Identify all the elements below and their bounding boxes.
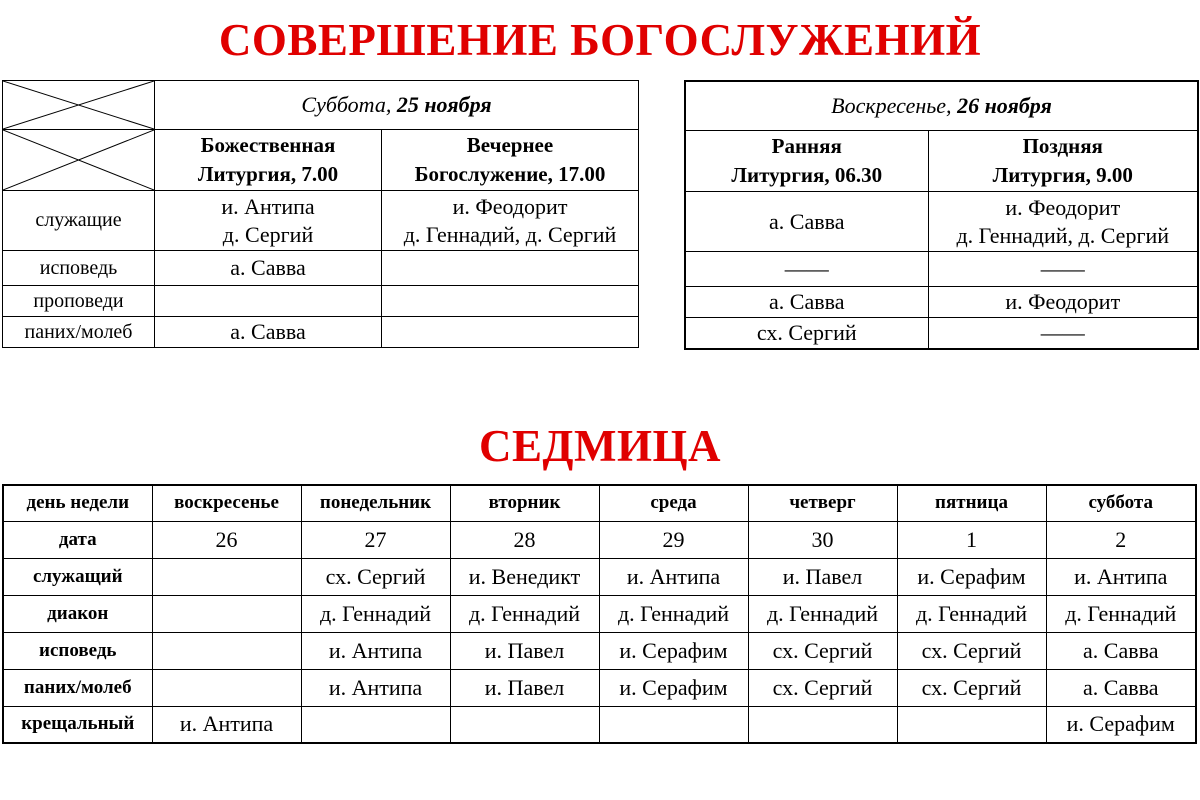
schedule-cell [301,706,450,743]
schedule-cell: и. Антипа д. Сергий [155,191,382,251]
date-cell: 26 [152,521,301,558]
schedule-cell: сх. Сергий [897,632,1046,669]
saturday-schedule-table [2,80,639,348]
date-cell: 2 [1046,521,1196,558]
service-name: Вечернее [466,133,554,157]
schedule-cell: и. Феодорит [928,287,1198,318]
schedule-cell [152,669,301,706]
service-header [928,131,1198,192]
schedule-cell [155,286,382,317]
service-time: Литургия, 06.30 [731,163,883,187]
schedule-cell: и. Павел [450,669,599,706]
schedule-cell: д. Геннадий [599,595,748,632]
date-cell: 29 [599,521,748,558]
date-cell: 1 [897,521,1046,558]
weekday-header: понедельник [301,485,450,521]
schedule-cell: и. Антипа [301,632,450,669]
service-name: Божественная [200,133,336,157]
schedule-cell [152,632,301,669]
schedule-cell: и. Антипа [1046,558,1196,595]
schedule-cell: сх. Сергий [301,558,450,595]
schedule-cell [382,286,639,317]
schedule-cell: и. Серафим [1046,706,1196,743]
schedule-cell: и. Антипа [301,669,450,706]
schedule-cell: —— [928,252,1198,287]
schedule-cell [897,706,1046,743]
weekday-header: среда [599,485,748,521]
schedule-cell: д. Геннадий [897,595,1046,632]
schedule-cell: и. Феодорит д. Геннадий, д. Сергий [928,192,1198,252]
row-label: исповедь [3,251,155,286]
schedule-cell: и. Серафим [599,669,748,706]
service-header [155,130,382,191]
schedule-cell [382,317,639,348]
sunday-schedule-table [684,80,1199,350]
day-date: 25 ноября [396,92,492,117]
schedule-cell: сх. Сергий [748,632,897,669]
service-time: Литургия, 9.00 [992,163,1133,187]
schedule-cell: д. Геннадий [1046,595,1196,632]
schedule-cell: сх. Сергий [748,669,897,706]
schedule-cell: и. Павел [450,632,599,669]
schedule-cell: а. Савва [155,251,382,286]
schedule-cell [748,706,897,743]
date-cell: 30 [748,521,897,558]
schedule-cell: и. Антипа [599,558,748,595]
row-label: служащий [3,558,152,595]
row-label: крещальный [3,706,152,743]
service-header [382,130,639,191]
row-label: паних/молеб [3,669,152,706]
row-label: проповеди [3,286,155,317]
service-name: Поздняя [1022,134,1103,158]
schedule-cell [152,595,301,632]
schedule-cell: сх. Сергий [897,669,1046,706]
week-schedule-table [2,484,1197,744]
schedule-cell [450,706,599,743]
day-date: 26 ноября [957,93,1052,118]
weekday-header: воскресенье [152,485,301,521]
day-label: Суббота, [301,92,397,117]
cross-lines-icon [3,81,154,129]
week-header-label: день недели [3,485,152,521]
schedule-cell: и. Антипа [152,706,301,743]
service-name: Ранняя [771,134,842,158]
schedule-cell: и. Феодорит д. Геннадий, д. Сергий [382,191,639,251]
schedule-cell: а. Савва [685,192,928,252]
schedule-cell: —— [928,318,1198,349]
page-title: СОВЕРШЕНИЕ БОГОСЛУЖЕНИЙ [218,15,982,65]
crossed-corner-cell [3,130,155,191]
day-label: Воскресенье, [831,93,958,118]
sunday-day-header [685,81,1198,131]
schedule-cell [382,251,639,286]
row-label: дата [3,521,152,558]
row-label: диакон [3,595,152,632]
schedule-cell: и. Серафим [897,558,1046,595]
service-header [685,131,928,192]
schedule-cell: а. Савва [155,317,382,348]
schedule-cell: —— [685,252,928,287]
schedule-cell: и. Венедикт [450,558,599,595]
weekday-header: пятница [897,485,1046,521]
cross-lines-icon [3,130,154,190]
schedule-cell: и. Павел [748,558,897,595]
crossed-corner-cell [3,81,155,130]
row-label: паних/молеб [3,317,155,348]
schedule-cell: а. Савва [1046,669,1196,706]
schedule-cell: а. Савва [685,287,928,318]
schedule-cell: сх. Сергий [685,318,928,349]
schedule-cell: д. Геннадий [301,595,450,632]
saturday-day-header [155,81,639,130]
schedule-cell: д. Геннадий [748,595,897,632]
row-label: служащие [3,191,155,251]
weekday-header: вторник [450,485,599,521]
service-time: Богослужение, 17.00 [414,162,606,186]
weekday-header: суббота [1046,485,1196,521]
row-label: исповедь [3,632,152,669]
week-title: СЕДМИЦА [479,421,721,471]
schedule-cell: и. Серафим [599,632,748,669]
weekday-header: четверг [748,485,897,521]
service-time: Литургия, 7.00 [197,162,339,186]
schedule-cell [599,706,748,743]
schedule-cell: а. Савва [1046,632,1196,669]
date-cell: 27 [301,521,450,558]
schedule-cell: д. Геннадий [450,595,599,632]
date-cell: 28 [450,521,599,558]
schedule-cell [152,558,301,595]
